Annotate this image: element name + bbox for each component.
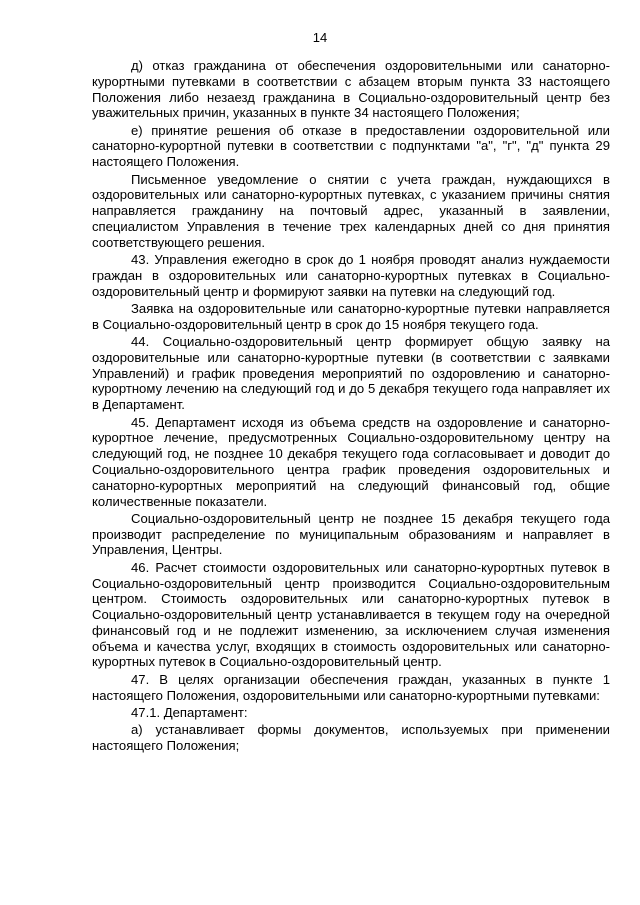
paragraph-subitem-e: е) принятие решения об отказе в предоставлении оздоровительной или санаторно-курортной путевки в соответствии с подпунктами "а", "г", "д" пункта 29 настоящего Положения. — [92, 122, 610, 170]
paragraph-item-47: 47. В целях организации обеспечения граждан, указанных в пункте 1 настоящего Положения, оздоровительными или санаторно-курортными путевками: — [92, 671, 610, 703]
document-body — [92, 58, 610, 755]
paragraph-application: Заявка на оздоровительные или санаторно-курортные путевки направляется в Социально-оздоровительный центр в срок до 15 ноября текущего года. — [92, 300, 610, 332]
paragraph-item-46: 46. Расчет стоимости оздоровительных или санаторно-курортных путевок в Социально-оздоровительный центр производится Социально-оздоровительным центром. Стоимость оздоровительных или санаторно-курортных путевок в Социально-оздоровительный центр устанавливается в текущем году на очередной финансовый год и не подлежит изменению, за исключением случая изменения объема и качества услуг, входящих в стоимость оздоровительных или санаторно-курортных путевок в Социально-оздоровительный центр. — [92, 559, 610, 670]
paragraph-subitem-a: а) устанавливает формы документов, используемых при применении настоящего Положения; — [92, 722, 610, 753]
paragraph-subitem-d: д) отказ гражданина от обеспечения оздоровительными или санаторно-курортными путевками в соответствии с абзацем вторым пункта 33 настоящего Положения либо незаезд гражданина в Социально-оздоровительный центр без уважительных причин, указанных в пункте 34 настоящего Положения; — [92, 58, 610, 121]
paragraph-item-47-1: 47.1. Департамент: — [131, 704, 248, 720]
paragraph-notification: Письменное уведомление о снятии с учета граждан, нуждающихся в оздоровительных или санаторно-курортных путевках, с указанием причины снятия направляется гражданину на почтовый адрес, указанный в заявлении, специалистом Управления в течение трех календарных дней со дня принятия соответствующего решения. — [92, 171, 610, 250]
paragraph-item-43: 43. Управления ежегодно в срок до 1 ноября проводят анализ нуждаемости граждан в оздоровительных или санаторно-курортных путевках в Социально-оздоровительный центр и формируют заявки на путевки на следующий год. — [92, 252, 610, 299]
paragraph-item-44: 44. Социально-оздоровительный центр формирует общую заявку на оздоровительные или санаторно-курортные путевки (в соответствии с заявками Управлений) и график проведения мероприятий по оздоровлению и санаторно-курортному лечению на следующий год и до 5 декабря текущего года направляет их в Департамент. — [92, 334, 610, 413]
paragraph-distribution: Социально-оздоровительный центр не позднее 15 декабря текущего года производит распределение по муниципальным образованиям и направляет в Управления, Центры. — [92, 510, 610, 558]
page-number: 14 — [312, 30, 328, 45]
paragraph-item-45: 45. Департамент исходя из объема средств на оздоровление и санаторно-курортное лечение, предусмотренных Социально-оздоровительному центру на следующий год, не позднее 10 декабря текущего года согласовывает и доводит до Социально-оздоровительного центра график проведения оздоровительных и санаторно-курортных мероприятий на следующий финансовый год, общие количественные показатели. — [92, 414, 610, 509]
